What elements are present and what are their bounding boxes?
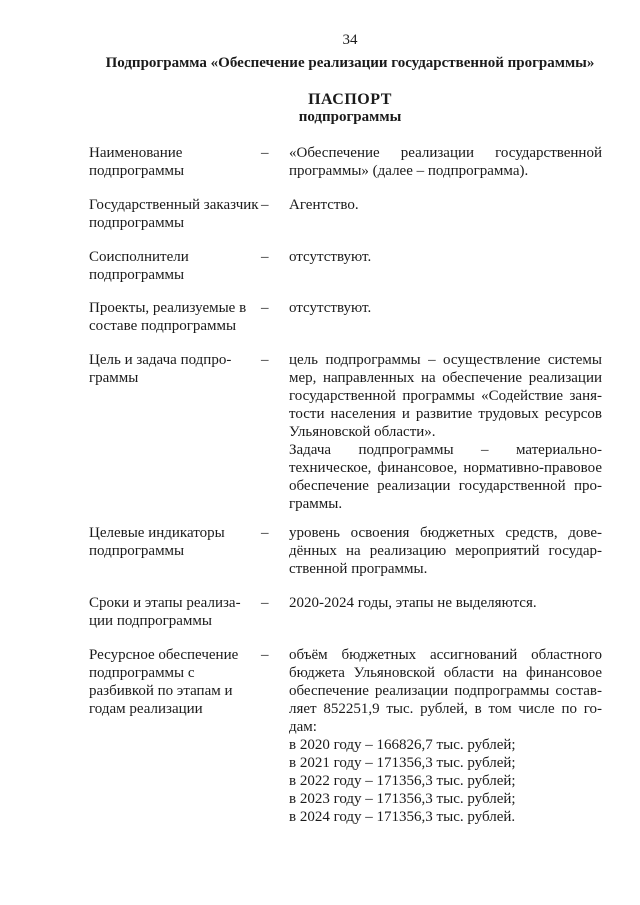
row-dash: –: [261, 145, 269, 161]
row-dash: –: [261, 249, 269, 265]
passport-heading: ПАСПОРТ: [308, 91, 392, 108]
list-item: в 2023 году – 171356,3 тыс. рублей;: [289, 791, 516, 807]
row-label: Проекты, реализуемые в составе подпрограммы: [89, 300, 247, 334]
row-label: Соисполнители подпрограммы: [89, 249, 189, 283]
row-value: 2020-2024 годы, этапы не выделяются.: [289, 595, 537, 611]
row-label: Сроки и этапы реализа-ции подпрограммы: [89, 595, 241, 629]
row-dash: –: [261, 525, 269, 541]
row-label: Целевые индикаторы подпрограммы: [89, 525, 225, 559]
row-value: отсутствуют.: [289, 249, 372, 265]
row-value: [289, 351, 602, 513]
resources-text: объём бюджетных ассигнований областного бюджета Ульяновской области на финансовое обеспечение реализации подпрограммы состав-ляет 852251,9 тыс. рублей, в том числе по го-дам:: [289, 647, 602, 735]
row-label: Ресурсное обеспечение подпрограммы с разбивкой по этапам и годам реализации: [89, 647, 239, 717]
row-label: Государственный заказчик подпрограммы: [89, 197, 259, 231]
row-value: отсутствуют.: [289, 300, 372, 316]
list-item: в 2024 году – 171356,3 тыс. рублей.: [289, 809, 516, 825]
page-number: 34: [342, 32, 358, 48]
row-dash: –: [261, 197, 269, 213]
row-value: «Обеспечение реализации государственной программы» (далее – подпрограмма).: [289, 145, 602, 179]
subprogram-title: Подпрограмма «Обеспечение реализации государственной программы»: [105, 55, 595, 71]
list-item: в 2021 году – 171356,3 тыс. рублей;: [289, 755, 516, 771]
row-value: уровень освоения бюджетных средств, дове-дённых на реализацию мероприятий государ-ственной программы.: [289, 525, 602, 577]
row-label: Цель и задача подпро-граммы: [89, 352, 232, 386]
row-value: Агентство.: [289, 197, 359, 213]
row-dash: –: [261, 300, 269, 316]
row-dash: –: [261, 352, 269, 368]
row-dash: –: [261, 595, 269, 611]
row-dash: –: [261, 647, 269, 663]
task-text: Задача подпрограммы – материально-техническое, финансовое, нормативно-правовое обеспечение реализации государственной про-граммы.: [289, 442, 602, 512]
row-label: Наименование подпрограммы: [89, 145, 185, 179]
goal-text: цель подпрограммы – осуществление системы мер, направленных на обеспечение реализации государственной программы «Содействие заня-тости населения и развитие трудовых ресурсов Ульяновской области».: [289, 352, 602, 440]
list-item: в 2020 году – 166826,7 тыс. рублей;: [289, 737, 516, 753]
row-value: [289, 646, 602, 826]
passport-subheading: подпрограммы: [298, 109, 402, 125]
list-item: в 2022 году – 171356,3 тыс. рублей;: [289, 773, 516, 789]
yearly-funding-list: [289, 736, 602, 826]
